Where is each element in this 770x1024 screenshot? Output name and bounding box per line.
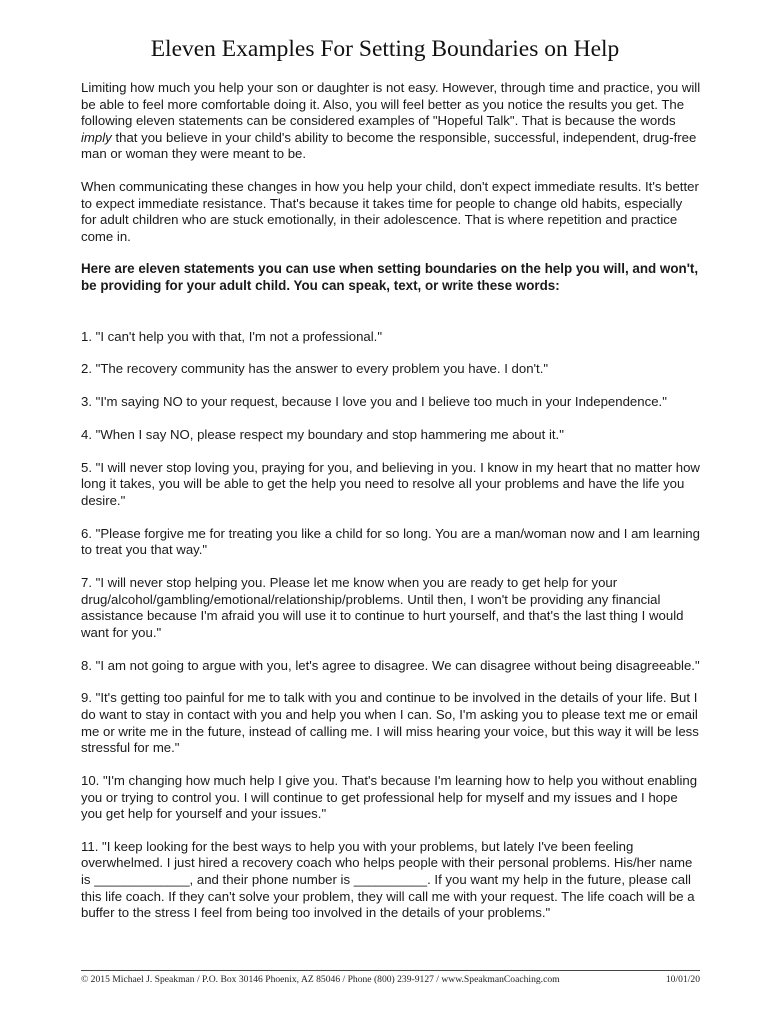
intro-text-2: that you believe in your child's ability to become the responsible, successful, independent, drug-free man or woman they were meant to be. [81,129,697,162]
statement-item-5: 5. "I will never stop loving you, praying for you, and believing in you. I know in my heart that no matter how long it takes, you will be able to get the help you need to resolve all your problems and have the life you desire." [81,459,700,508]
intro-paragraph [81,80,701,163]
footer-divider [81,970,700,971]
statement-item-2: 2. "The recovery community has the answer to every problem you have. I don't." [81,361,549,377]
statement-item-3: 3. "I'm saying NO to your request, because I love you and I believe too much in your Independence." [81,394,667,410]
statement-item-11: 11. "I keep looking for the best ways to help you with your problems, but lately I've been feeling overwhelmed. I just hired a recovery coach who helps people with their personal problems. His/her name is _____________, and their phone number is __________. If you want my help in the future, please call this life coach. If they can't solve your problem, they will call me with your request. The life coach will be a buffer to the stress I feel from being too involved in the details of your problems." [81,838,695,921]
statement-item-6: 6. "Please forgive me for treating you like a child for so long. You are a man/woman now and I am learning to treat you that way." [81,525,700,558]
footer-date: 10/01/20 [665,974,700,985]
document-body [81,80,701,938]
statement-item-10: 10. "I'm changing how much help I give you. That's because I'm learning how to help you without enabling you or trying to control you. I will continue to get professional help for myself and my issues and I hope you get help for yourself and your issues." [81,772,698,822]
intro-emphasis: imply [81,129,112,145]
resistance-paragraph: When communicating these changes in how you help your child, don't expect immediate results. It's better to expect immediate resistance. That's because it takes time for people to change old habits, especially for adult children who are stuck emotionally, in their adolescence. That is where repetition and practice come in. [81,178,699,244]
footer-contact: © 2015 Michael J. Speakman / P.O. Box 30146 Phoenix, AZ 85046 / Phone (800) 239-9127 / www.SpeakmanCoaching.com [81,974,560,985]
statement-item-9: 9. "It's getting too painful for me to talk with you and continue to be involved in the details of your life. But I do want to stay in contact with you and help you when I can. So, I'm asking you to please text me or email me or write me in the future, instead of calling me. I will miss hearing your voice, but this way it will be less stressful for me." [81,690,699,756]
statement-item-8: 8. "I am not going to argue with you, let's agree to disagree. We can disagree without being disagreeable." [81,657,700,673]
statement-item-4: 4. "When I say NO, please respect my boundary and stop hammering me about it." [81,426,564,442]
statement-item-1: 1. "I can't help you with that, I'm not a professional." [81,328,383,344]
statements-lead: Here are eleven statements you can use when setting boundaries on the help you will, and won't, be providing for your adult child. You can speak, text, or write these words: [81,261,699,293]
document-title: Eleven Examples For Setting Boundaries on Help [150,36,620,62]
intro-text-1: Limiting how much you help your son or daughter is not easy. However, through time and practice, you will be able to feel more comfortable doing it. Also, you will feel better as you notice the results you get. The following eleven statements can be considered examples of "Hopeful Talk". That is because the words [81,80,701,129]
statement-item-7: 7. "I will never stop helping you. Please let me know when you are ready to get help for your drug/alcohol/gambling/emotional/relationship/problems. Until then, I won't be providing any financial assistance because I'm afraid you will use it to continue to hurt yourself, and that's the last thing I would want for you." [81,575,684,640]
